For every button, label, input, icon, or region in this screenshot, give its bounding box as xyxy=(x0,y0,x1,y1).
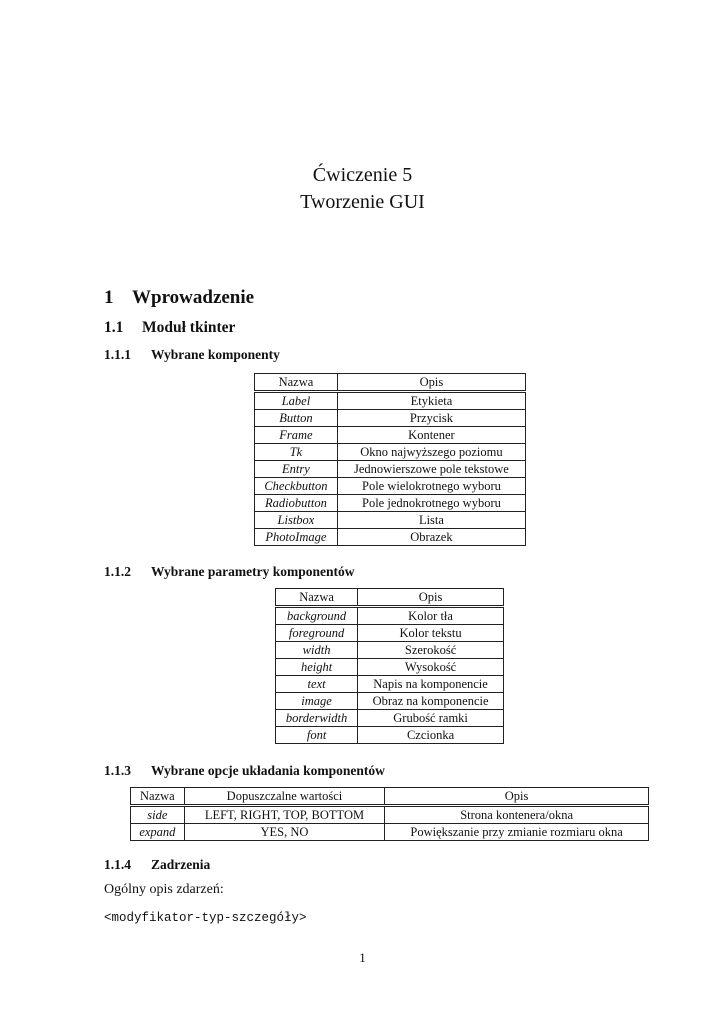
table-row xyxy=(255,444,526,461)
table-cell: Jednowierszowe pole tekstowe xyxy=(337,461,525,478)
subsection-number: 1.1 xyxy=(104,319,124,336)
table-row xyxy=(255,461,526,478)
table-cell: image xyxy=(276,693,358,710)
table-cell: Entry xyxy=(255,461,338,478)
table-cell: Grubość ramki xyxy=(358,710,504,727)
subsection-heading-1-1 xyxy=(104,319,235,337)
table-cell: side xyxy=(131,806,185,824)
table-cell: Pole jednokrotnego wyboru xyxy=(337,495,525,512)
table-cell: Wysokość xyxy=(358,659,504,676)
table-cell: Strona kontenera/okna xyxy=(385,806,649,824)
table-header-cell: Nazwa xyxy=(276,589,358,607)
table-header-cell: Opis xyxy=(358,589,504,607)
table-header-row xyxy=(131,788,649,806)
table-cell: Przycisk xyxy=(337,410,525,427)
subsubsection-heading-1-1-3 xyxy=(104,763,385,779)
title-line-2: Tworzenie GUI xyxy=(300,191,425,213)
events-intro-text: Ogólny opis zdarzeń: xyxy=(104,882,224,897)
table-row xyxy=(276,693,504,710)
table-header-cell: Nazwa xyxy=(131,788,185,806)
table-row xyxy=(255,529,526,546)
subsubsection-title: Zadrzenia xyxy=(151,857,211,872)
table-cell: Obraz na komponencie xyxy=(358,693,504,710)
table-cell: Frame xyxy=(255,427,338,444)
table-cell: Lista xyxy=(337,512,525,529)
section-title: Wprowadzenie xyxy=(132,287,255,308)
components-table xyxy=(254,373,526,546)
table-row xyxy=(255,495,526,512)
document-title xyxy=(0,162,725,216)
table-row xyxy=(276,659,504,676)
table-cell: Powiększanie przy zmianie rozmiaru okna xyxy=(385,824,649,841)
table-cell: Kontener xyxy=(337,427,525,444)
table-row xyxy=(276,607,504,625)
table-cell: Etykieta xyxy=(337,392,525,410)
subsubsection-heading-1-1-2 xyxy=(104,564,355,580)
subsubsection-title: Wybrane opcje układania komponentów xyxy=(151,763,385,778)
table-cell: Tk xyxy=(255,444,338,461)
table-cell: background xyxy=(276,607,358,625)
table-cell: LEFT, RIGHT, TOP, BOTTOM xyxy=(184,806,384,824)
subsubsection-number: 1.1.1 xyxy=(104,347,131,362)
table-cell: Napis na komponencie xyxy=(358,676,504,693)
table-cell: Kolor tła xyxy=(358,607,504,625)
table-row xyxy=(131,806,649,824)
table-cell: PhotoImage xyxy=(255,529,338,546)
table-header-cell: Opis xyxy=(385,788,649,806)
title-line-1: Ćwiczenie 5 xyxy=(312,164,413,186)
table-cell: Checkbutton xyxy=(255,478,338,495)
table-cell: expand xyxy=(131,824,185,841)
subsubsection-heading-1-1-1 xyxy=(104,347,280,363)
table-row xyxy=(276,676,504,693)
subsubsection-number: 1.1.3 xyxy=(104,763,131,778)
table-header-row xyxy=(276,589,504,607)
table-cell: Pole wielokrotnego wyboru xyxy=(337,478,525,495)
table-cell: text xyxy=(276,676,358,693)
table-cell: width xyxy=(276,642,358,659)
table-cell: Button xyxy=(255,410,338,427)
table-row xyxy=(255,427,526,444)
subsubsection-title: Wybrane komponenty xyxy=(151,347,280,362)
table-cell: Listbox xyxy=(255,512,338,529)
table-row xyxy=(255,478,526,495)
section-number: 1 xyxy=(104,287,114,308)
table-header-cell: Opis xyxy=(337,374,525,392)
parameters-table-body xyxy=(276,589,504,744)
subsubsection-heading-1-1-4 xyxy=(104,857,210,873)
table-row xyxy=(255,512,526,529)
events-syntax-code: <modyfikator-typ-szczegóły> xyxy=(104,911,307,925)
table-cell: font xyxy=(276,727,358,744)
parameters-table xyxy=(275,588,504,744)
table-row xyxy=(255,410,526,427)
table-row xyxy=(276,727,504,744)
table-cell: Kolor tekstu xyxy=(358,625,504,642)
table-cell: height xyxy=(276,659,358,676)
table-header-row xyxy=(255,374,526,392)
table-cell: Okno najwyższego poziomu xyxy=(337,444,525,461)
subsubsection-number: 1.1.2 xyxy=(104,564,131,579)
table-header-cell: Nazwa xyxy=(255,374,338,392)
table-cell: foreground xyxy=(276,625,358,642)
table-row xyxy=(276,710,504,727)
subsubsection-number: 1.1.4 xyxy=(104,857,131,872)
table-cell: Radiobutton xyxy=(255,495,338,512)
subsection-title: Moduł tkinter xyxy=(142,319,236,336)
table-cell: Szerokość xyxy=(358,642,504,659)
table-row xyxy=(276,642,504,659)
table-cell: Czcionka xyxy=(358,727,504,744)
table-row xyxy=(255,392,526,410)
subsubsection-title: Wybrane parametry komponentów xyxy=(151,564,355,579)
table-cell: Label xyxy=(255,392,338,410)
layout-options-table xyxy=(130,787,649,841)
table-cell: Obrazek xyxy=(337,529,525,546)
section-heading-1 xyxy=(104,287,254,309)
table-row xyxy=(276,625,504,642)
table-row xyxy=(131,824,649,841)
page-number: 1 xyxy=(359,950,366,965)
components-table-body xyxy=(255,374,526,546)
table-cell: borderwidth xyxy=(276,710,358,727)
layout-options-table-body xyxy=(131,788,649,841)
table-header-cell: Dopuszczalne wartości xyxy=(184,788,384,806)
table-cell: YES, NO xyxy=(184,824,384,841)
